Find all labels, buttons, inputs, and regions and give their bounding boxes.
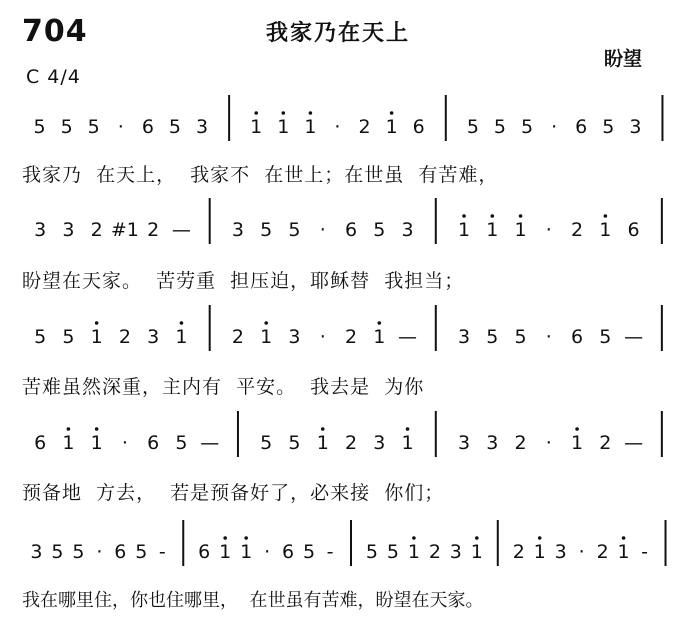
note: 1 (617, 541, 630, 563)
note: · (545, 432, 552, 454)
note: 1 (250, 116, 263, 138)
octave-dot (406, 427, 410, 431)
octave-dot (321, 427, 325, 431)
note: — (624, 432, 644, 454)
note: 1 (62, 432, 75, 454)
note: 5 (303, 541, 316, 563)
note: 5 (260, 432, 273, 454)
note: 5 (373, 219, 386, 241)
note: 3 (195, 116, 209, 138)
note: - (641, 541, 648, 563)
note: 3 (34, 219, 47, 241)
note: 1 (401, 432, 414, 454)
note: 1 (175, 326, 188, 348)
octave-dot (462, 214, 466, 218)
note: 5 (288, 432, 301, 454)
octave-dot (254, 111, 258, 115)
note: 5 (514, 326, 527, 348)
note: — (171, 219, 191, 241)
note: 2 (596, 541, 609, 563)
note: 1 (373, 326, 386, 348)
note: 2 (512, 541, 525, 563)
note: 1 (316, 432, 329, 454)
octave-dot (377, 321, 381, 325)
note: 5 (34, 326, 47, 348)
note: 1 (486, 219, 499, 241)
note: 5 (520, 116, 534, 138)
note: · (264, 541, 271, 563)
note: 5 (493, 116, 507, 138)
note: - (158, 541, 166, 563)
note: 2 (231, 326, 245, 348)
note: 5 (386, 541, 399, 563)
note: 6 (344, 219, 358, 241)
lyric-line-4: 预备地 方去， 若是预备好了，必来接 你们； (22, 482, 445, 504)
note: 5 (466, 116, 479, 138)
note: 5 (51, 541, 64, 563)
note: 1 (90, 326, 103, 348)
note: 6 (627, 219, 640, 241)
octave-dot (95, 427, 99, 431)
note: · (551, 116, 558, 138)
note: 5 (62, 326, 75, 348)
note: · (319, 326, 326, 348)
note: 1 (533, 541, 546, 563)
note: 5 (175, 432, 188, 454)
note: 2 (599, 432, 612, 454)
octave-dot (223, 536, 227, 540)
octave-dot (538, 536, 542, 540)
lyric-line-1: 我家乃 在天上， 我家不 在世上；在世虽 有苦难， (22, 164, 499, 186)
octave-dot (412, 536, 416, 540)
key-and-meter: C 4/4 (26, 66, 81, 88)
note: 1 (457, 219, 471, 241)
note: 2 (428, 541, 441, 563)
octave-dot (67, 427, 71, 431)
note: · (334, 116, 341, 138)
note: 1 (385, 116, 398, 138)
octave-dot (95, 321, 99, 325)
note: 5 (87, 116, 100, 138)
note: 1 (514, 219, 527, 241)
note: 6 (147, 432, 160, 454)
octave-dot (604, 214, 608, 218)
note: · (96, 541, 103, 563)
note: 1 (571, 432, 584, 454)
note: · (117, 116, 124, 138)
octave-dot (180, 321, 184, 325)
note: 5 (288, 219, 301, 241)
octave-dot (622, 536, 626, 540)
note: 1 (599, 219, 612, 241)
note: 2 (118, 326, 131, 348)
note: 2 (147, 219, 160, 241)
note: · (121, 432, 128, 454)
note: 6 (198, 541, 211, 563)
note: · (545, 219, 552, 241)
note: 6 (571, 326, 584, 348)
note: 1 (304, 116, 317, 138)
note: 3 (401, 219, 414, 241)
octave-dot (390, 111, 394, 115)
note: 3 (629, 116, 642, 138)
note: 2 (358, 116, 371, 138)
note: · (319, 219, 326, 241)
note: 1 (407, 541, 420, 563)
note: · (545, 326, 552, 348)
tune-name: 盼望 (604, 48, 643, 70)
note: 2 (514, 432, 527, 454)
lyric-line-5: 我在哪里住，你也住哪里， 在世虽有苦难，盼望在天家。 (22, 590, 484, 611)
octave-dot (309, 111, 313, 115)
octave-dot (475, 536, 479, 540)
note: 3 (288, 326, 301, 348)
note: 6 (114, 541, 127, 563)
note: 3 (554, 541, 567, 563)
note: 5 (135, 541, 148, 563)
note: 6 (282, 541, 295, 563)
note: 1 (277, 116, 290, 138)
note: #1 (110, 219, 139, 241)
note: · (578, 541, 585, 563)
note: 3 (457, 326, 471, 348)
note: 2 (571, 219, 584, 241)
note: — (398, 326, 418, 348)
note: 5 (168, 116, 182, 138)
note: 5 (260, 219, 273, 241)
note: 5 (72, 541, 85, 563)
octave-dot (244, 536, 248, 540)
octave-dot (281, 111, 285, 115)
note: 5 (602, 116, 615, 138)
note: 6 (34, 432, 47, 454)
note: 1 (219, 541, 232, 563)
note: 1 (260, 326, 273, 348)
note: 3 (62, 219, 75, 241)
note: 1 (90, 432, 103, 454)
note: 5 (365, 541, 379, 563)
note: - (326, 541, 334, 563)
lyric-line-3: 苦难虽然深重，主内有 平安。 我去是 为你 (22, 376, 425, 398)
note: 6 (412, 116, 425, 138)
hymn-number: 704 (22, 14, 88, 49)
note: 3 (30, 541, 43, 563)
note: 3 (457, 432, 471, 454)
note: 3 (231, 219, 245, 241)
note: 5 (486, 326, 499, 348)
hymn-title: 我家乃在天上 (266, 21, 411, 46)
note: 2 (90, 219, 103, 241)
note: 2 (344, 326, 358, 348)
note: 1 (240, 541, 253, 563)
note: 3 (449, 541, 462, 563)
note: 1 (470, 541, 483, 563)
note: 5 (60, 116, 73, 138)
note: 5 (599, 326, 612, 348)
note: 3 (373, 432, 386, 454)
octave-dot (519, 214, 523, 218)
note: 6 (141, 116, 154, 138)
note: 6 (575, 116, 588, 138)
octave-dot (491, 214, 495, 218)
octave-dot (264, 321, 268, 325)
note: 3 (147, 326, 160, 348)
octave-dot (575, 427, 579, 431)
note: — (624, 326, 644, 348)
note: 3 (486, 432, 499, 454)
note: — (200, 432, 220, 454)
note: 5 (33, 116, 46, 138)
lyric-line-2: 盼望在天家。 苦劳重 担压迫，耶稣替 我担当； (22, 270, 465, 292)
note: 2 (344, 432, 358, 454)
